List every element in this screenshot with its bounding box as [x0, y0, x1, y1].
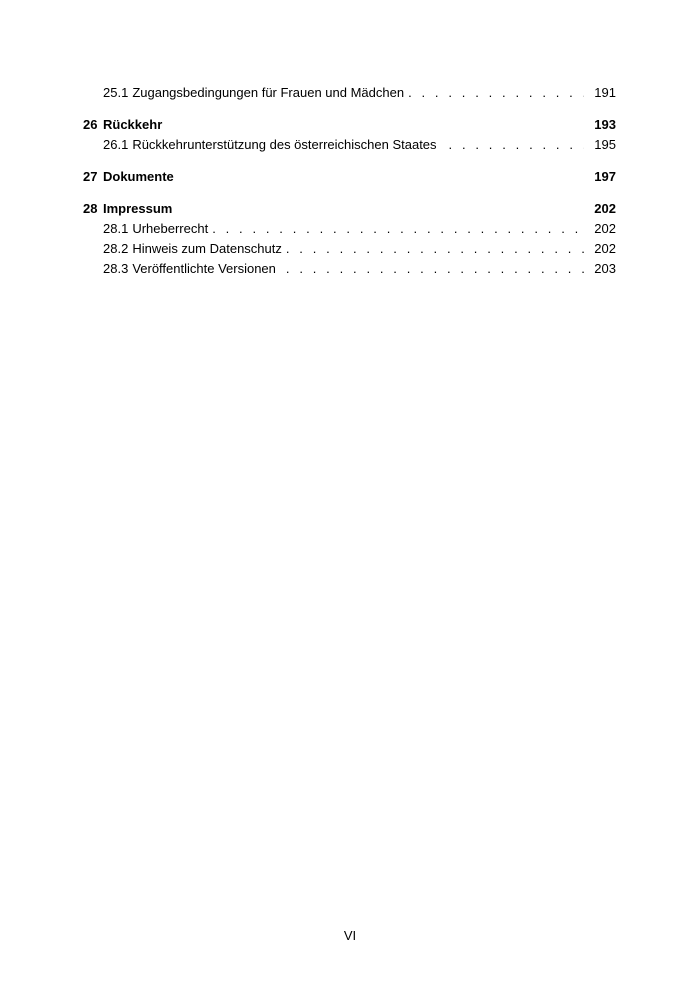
toc-title: Rückkehrunterstützung des österreichischen Staates [132, 137, 437, 152]
toc-page-number: 203 [594, 261, 616, 276]
toc-section-28-1[interactable] [83, 219, 616, 239]
toc-title: Hinweis zum Datenschutz [132, 241, 282, 256]
toc-section-26-1[interactable] [83, 135, 616, 155]
toc-section-25-1[interactable] [83, 83, 616, 103]
toc-section-28-3[interactable] [83, 259, 616, 279]
dot-leader [286, 259, 584, 279]
toc-section-28-2[interactable] [83, 239, 616, 259]
toc-number: 28.1 [103, 221, 129, 236]
toc-title: Zugangsbedingungen für Frauen und Mädchen [132, 85, 405, 100]
page-number: VI [343, 928, 357, 943]
toc-page-number: 191 [594, 85, 616, 100]
toc-page-number: 202 [594, 201, 616, 216]
toc-number: 28.2 [103, 241, 129, 256]
dot-leader [286, 239, 584, 259]
toc-title: Urheberrecht [132, 221, 209, 236]
dot-leader [408, 83, 584, 103]
toc-title: Dokumente [103, 169, 174, 184]
toc-chapter-28[interactable] [83, 199, 616, 219]
toc-title: Rückkehr [103, 117, 163, 132]
table-of-contents [83, 83, 616, 279]
toc-number: 26.1 [103, 137, 129, 152]
toc-chapter-26[interactable] [83, 115, 616, 135]
toc-number: 25.1 [103, 85, 129, 100]
dot-leader [212, 219, 584, 239]
toc-page-number: 202 [594, 221, 616, 236]
toc-number: 26 [83, 117, 98, 132]
toc-page-number: 195 [594, 137, 616, 152]
dot-leader [449, 135, 584, 155]
toc-page-number: 193 [594, 117, 616, 132]
toc-chapter-27[interactable] [83, 167, 616, 187]
toc-number: 28 [83, 201, 98, 216]
toc-page-number: 202 [594, 241, 616, 256]
toc-number: 28.3 [103, 261, 129, 276]
toc-title: Veröffentlichte Versionen [132, 261, 276, 276]
toc-title: Impressum [103, 201, 173, 216]
toc-number: 27 [83, 169, 98, 184]
toc-page-number: 197 [594, 169, 616, 184]
